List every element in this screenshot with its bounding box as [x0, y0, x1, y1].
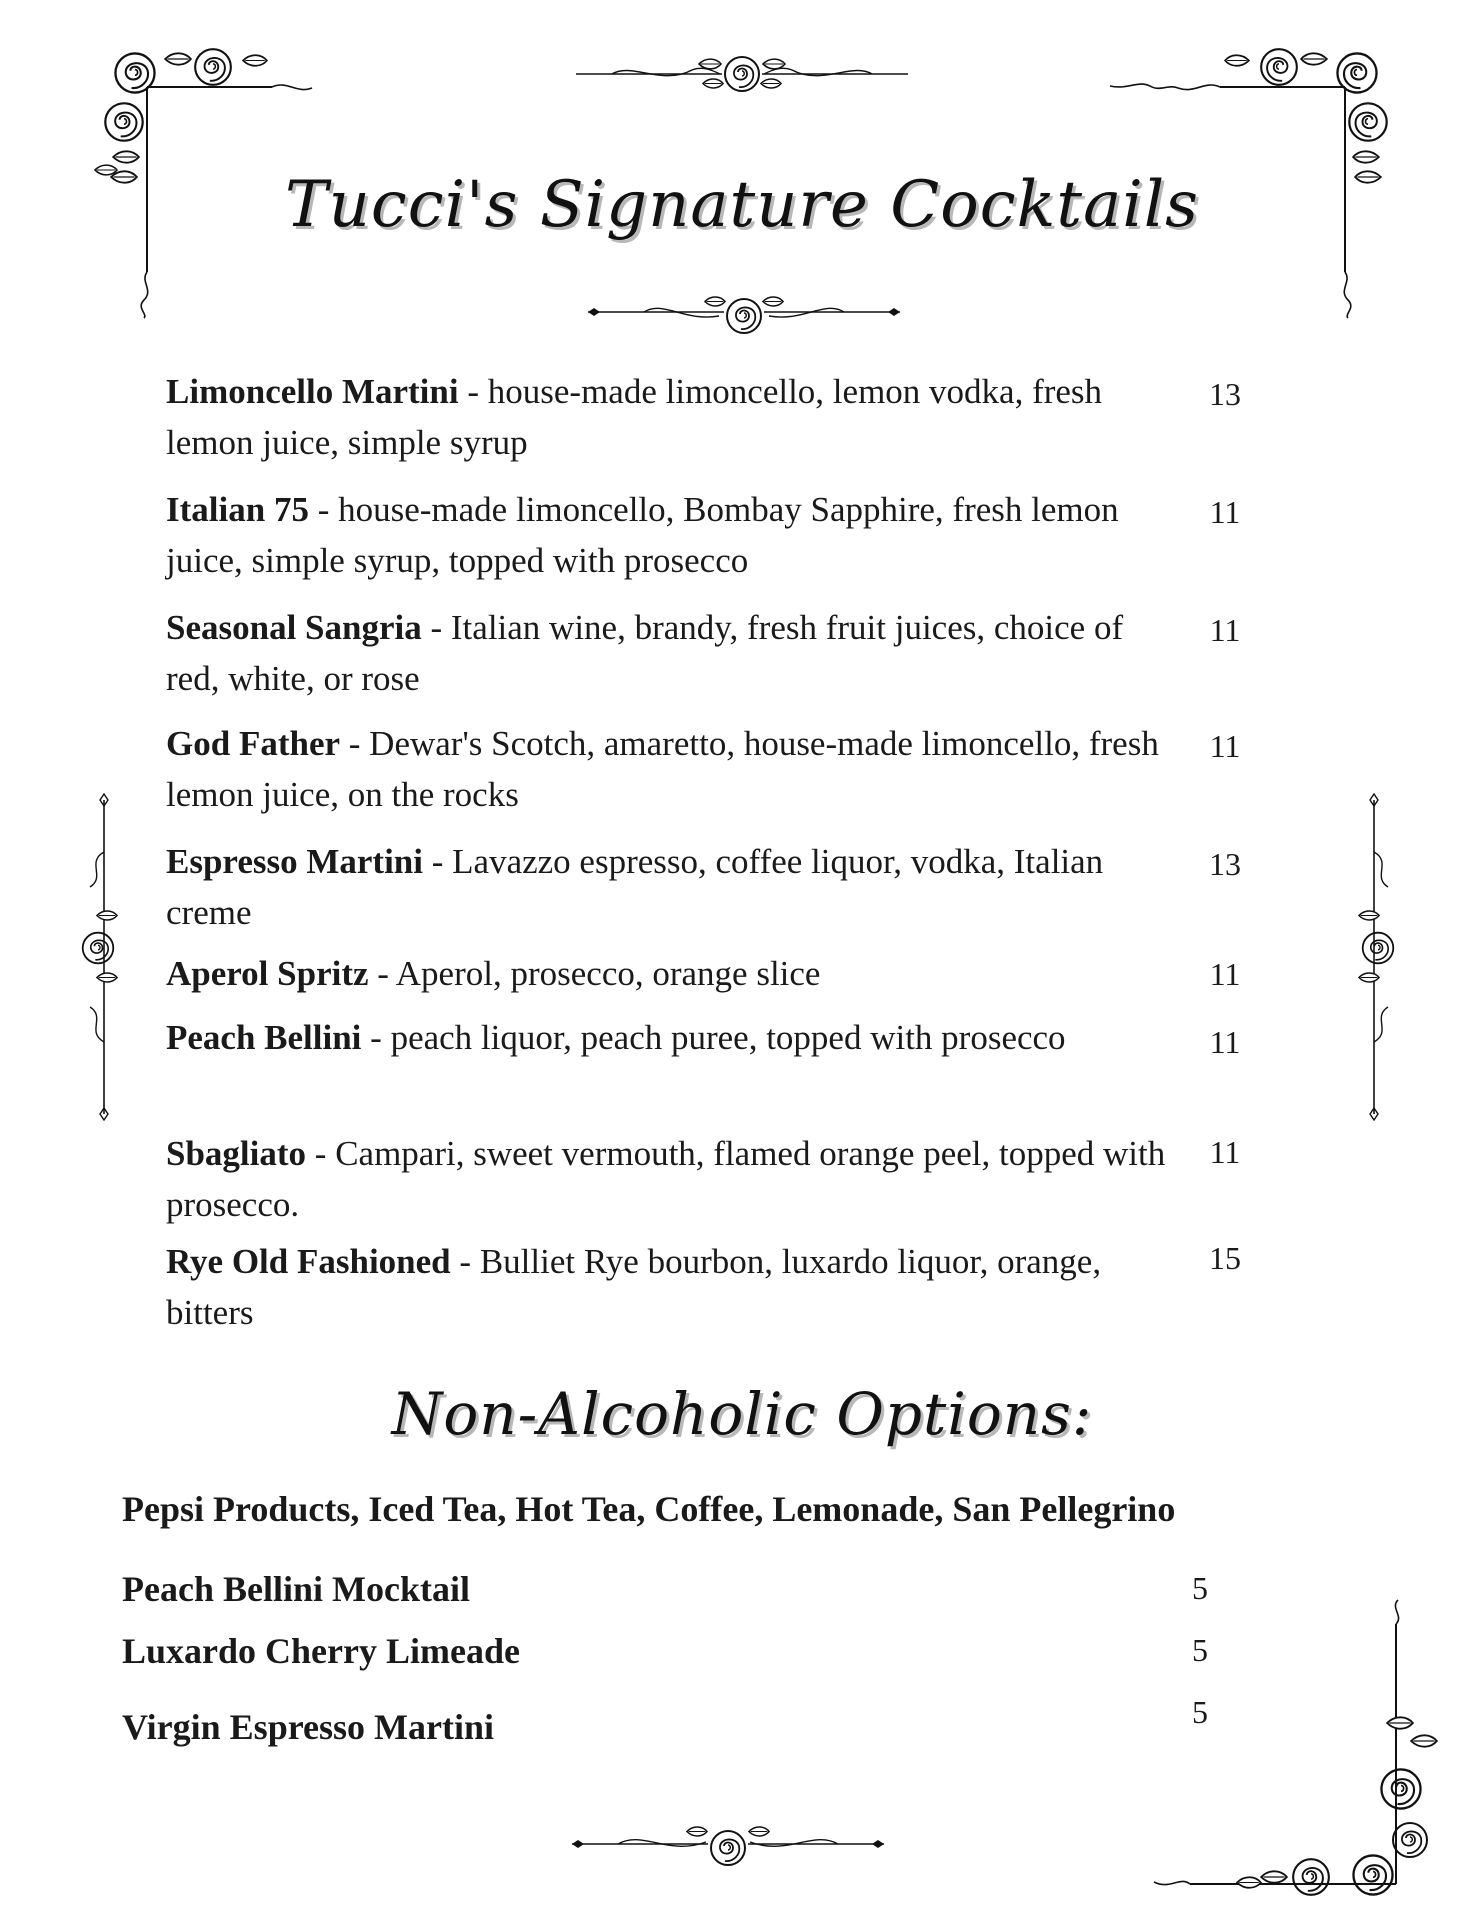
section-title: Non-Alcoholic Options:: [391, 1380, 1093, 1448]
na-item-price: 5: [1192, 1632, 1208, 1668]
na-item-name: Virgin Espresso Martini: [122, 1707, 495, 1747]
menu-item: Aperol Spritz - Aperol, prosecco, orange slice: [166, 954, 821, 993]
item-name: Limoncello Martini: [166, 372, 459, 411]
page-title: Tucci's Signature Cocktails: [284, 168, 1200, 242]
na-general-list: Pepsi Products, Iced Tea, Hot Tea, Coffee, Lemonade, San Pellegrino: [122, 1489, 1176, 1529]
item-price: 15: [1209, 1240, 1241, 1276]
item-description: Bulliet Rye bourbon, luxardo liquor, orange, bitters: [166, 1242, 1102, 1332]
item-price: 13: [1209, 846, 1241, 882]
item-name: Seasonal Sangria: [166, 608, 422, 647]
item-name: Espresso Martini: [166, 842, 423, 881]
item-description: peach liquor, peach puree, topped with prosecco: [390, 1018, 1066, 1057]
menu-item: Espresso Martini - Lavazzo espresso, coffee liquor, vodka, Italian creme: [166, 842, 1104, 932]
rose-corner-ornament-icon: [1150, 1594, 1450, 1904]
item-description: Dewar's Scotch, amaretto, house-made limoncello, fresh lemon juice, on the rocks: [166, 724, 1159, 814]
menu-item: Seasonal Sangria - Italian wine, brandy, fresh fruit juices, choice of red, white, or rose: [166, 608, 1124, 698]
na-item-name: Peach Bellini Mocktail: [122, 1569, 470, 1609]
item-description: Campari, sweet vermouth, flamed orange peel, topped with prosecco.: [166, 1134, 1166, 1224]
item-price: 11: [1209, 728, 1241, 764]
rose-vine-side-ornament-icon: [1352, 792, 1402, 1122]
rose-flourish-divider-icon: [584, 288, 904, 338]
item-price: 13: [1209, 376, 1241, 412]
na-item-price: 5: [1192, 1570, 1208, 1606]
item-price: 11: [1209, 1024, 1241, 1060]
item-name: Rye Old Fashioned: [166, 1242, 451, 1281]
menu-item: God Father - Dewar's Scotch, amaretto, house-made limoncello, fresh lemon juice, on the rocks: [166, 724, 1159, 814]
na-item-name: Luxardo Cherry Limeade: [122, 1631, 520, 1671]
item-description: house-made limoncello, Bombay Sapphire, fresh lemon juice, simple syrup, topped with prosecco: [166, 490, 1119, 580]
menu-item: Sbagliato - Campari, sweet vermouth, flamed orange peel, topped with prosecco.: [166, 1134, 1166, 1224]
item-name: God Father: [166, 724, 341, 763]
item-price: 11: [1209, 1134, 1241, 1170]
item-name: Italian 75: [166, 490, 309, 529]
item-description: Aperol, prosecco, orange slice: [395, 954, 821, 993]
item-description: Italian wine, brandy, fresh fruit juices, choice of red, white, or rose: [166, 608, 1124, 698]
menu-item: Rye Old Fashioned - Bulliet Rye bourbon, luxardo liquor, orange, bitters: [166, 1242, 1102, 1332]
rose-flourish-divider-icon: [568, 1818, 888, 1870]
item-price: 11: [1209, 494, 1241, 530]
item-name: Aperol Spritz: [166, 954, 369, 993]
item-name: Sbagliato: [166, 1134, 315, 1173]
rose-flourish-divider-icon: [572, 48, 912, 98]
item-description: house-made limoncello, lemon vodka, fresh lemon juice, simple syrup: [166, 372, 1103, 462]
item-price: 11: [1209, 956, 1241, 992]
item-description: Lavazzo espresso, coffee liquor, vodka, Italian creme: [166, 842, 1104, 932]
na-item-price: 5: [1192, 1694, 1208, 1730]
item-price: 11: [1209, 612, 1241, 648]
rose-vine-side-ornament-icon: [76, 792, 126, 1122]
menu-item: Peach Bellini - peach liquor, peach puree, topped with prosecco: [166, 1018, 1066, 1057]
item-name: Peach Bellini: [166, 1018, 362, 1057]
menu-item: Limoncello Martini - house-made limoncello, lemon vodka, fresh lemon juice, simple syrup: [166, 372, 1103, 462]
menu-item: Italian 75 - house-made limoncello, Bombay Sapphire, fresh lemon juice, simple syrup, topped with prosecco: [166, 490, 1119, 580]
